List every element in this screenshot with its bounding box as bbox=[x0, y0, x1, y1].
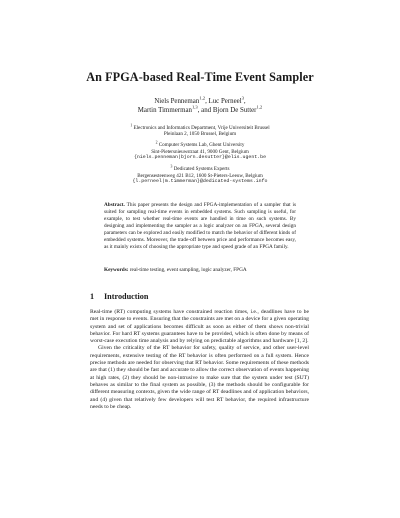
section-title: Introduction bbox=[104, 292, 149, 301]
affil-line: Bergensesteenweg 421 B12, 1600 St-Pieters-Leeuw, Belgium bbox=[137, 172, 263, 179]
body-text bbox=[90, 309, 309, 411]
author-name: Niels Penneman bbox=[154, 98, 200, 105]
affil-mark: 1 bbox=[130, 123, 133, 128]
affil-line: Sint-Pietersnieuwstraat 41, 9000 Gent, Belgium bbox=[151, 148, 249, 155]
keywords-text: real-time testing, event sampling, logic analyzer, FPGA bbox=[129, 267, 247, 273]
affil-mark: 2 bbox=[155, 140, 158, 145]
keywords-label: Keywords: bbox=[104, 267, 129, 273]
affil-email: {niels.penneman|bjorn.desutter}@elis.ugent.be bbox=[133, 155, 267, 161]
author-line-2 bbox=[0, 106, 400, 115]
author-separator: , and bbox=[197, 107, 213, 115]
affiliations bbox=[0, 125, 400, 190]
section-number: 1 bbox=[90, 292, 95, 301]
body-paragraph: Given the criticality of the RT behavior for safety, quality of service, and other user-level requirements, extensive testing of the RT behavior is often performed on a full system. Hence precise methods are needed for observing that RT behavior. Some requirements of these methods are that (1) they should be fast and accurate to allow the correct observation of events happening at high rates, (2) they should be non-intrusive to make sure that the system under test (SUT) behaves as similar to the final system as possible, (3) the methods should be configurable for different measuring contexts, given the wide range of RT deadlines and of application behaviors, and (4) given that relatively few developers will test RT behavior, the required infrastructure needs to be cheap. bbox=[90, 345, 309, 410]
author-separator: , bbox=[205, 98, 209, 105]
author-affil-mark: 1,2 bbox=[199, 95, 206, 101]
affil-line: Pleinlaan 2, 1050 Brussel, Belgium bbox=[163, 131, 237, 138]
affil-line: Dedicated Systems Experts bbox=[173, 166, 230, 173]
keywords bbox=[104, 267, 296, 274]
paper-title: An FPGA-based Real-Time Event Sampler bbox=[86, 70, 314, 84]
author-list bbox=[0, 97, 400, 115]
affil-line: Electronics and Informatics Department, Vrije Universiteit Brussel bbox=[133, 125, 270, 131]
author-line-1 bbox=[0, 97, 400, 106]
author-affil-mark: 3 bbox=[241, 95, 244, 101]
author-name: Bjorn De Sutter bbox=[212, 107, 257, 115]
author-name: Martin Timmerman bbox=[137, 107, 192, 115]
affil-mark: 3 bbox=[170, 164, 173, 169]
abstract-text: This paper presents the design and FPGA-implementation of a sampler that is suited for sampling real-time events in embedded systems. Such sampling is useful, for example, to test whether real-time events are handled in time on such systems. By designing and implementing the sampler as a logic analyzer on an FPGA, several design parameters can be explored and easily modified to match the behavior of different kinds of embedded systems. Moreover, the trade-off between price and performance becomes easy, as it mainly exists of choosing the appropriate type and speed grade of an FPGA family. bbox=[104, 202, 297, 251]
affiliation-2 bbox=[0, 142, 400, 161]
affil-line: Computer Systems Lab, Ghent University bbox=[158, 142, 245, 149]
abstract-label: Abstract. bbox=[104, 202, 125, 208]
affiliation-1 bbox=[0, 125, 400, 138]
author-separator: , bbox=[243, 98, 246, 105]
affiliation-3 bbox=[0, 166, 400, 185]
abstract bbox=[104, 202, 296, 251]
author-affil-mark: 1,3 bbox=[191, 104, 198, 110]
affil-email: {l.perneel|m.timmerman}@dedicated-systems.info bbox=[132, 179, 268, 185]
body-paragraph: Real-time (RT) computing systems have constrained reaction times, i.e., deadlines have to be met in response to events. Ensuring that the constraints are met on a device for a given operating system and set of applications becomes difficult as soon as either of them shows non-trivial behavior. For hard RT systems guarantees have to be provided, which is often done by means of worst-case execution time analysis and by relying on predictable algorithms and hardware [1, 2]. bbox=[90, 309, 309, 345]
section-heading bbox=[90, 292, 148, 301]
author-name: Luc Perneel bbox=[208, 98, 242, 105]
author-affil-mark: 1,2 bbox=[256, 104, 263, 110]
